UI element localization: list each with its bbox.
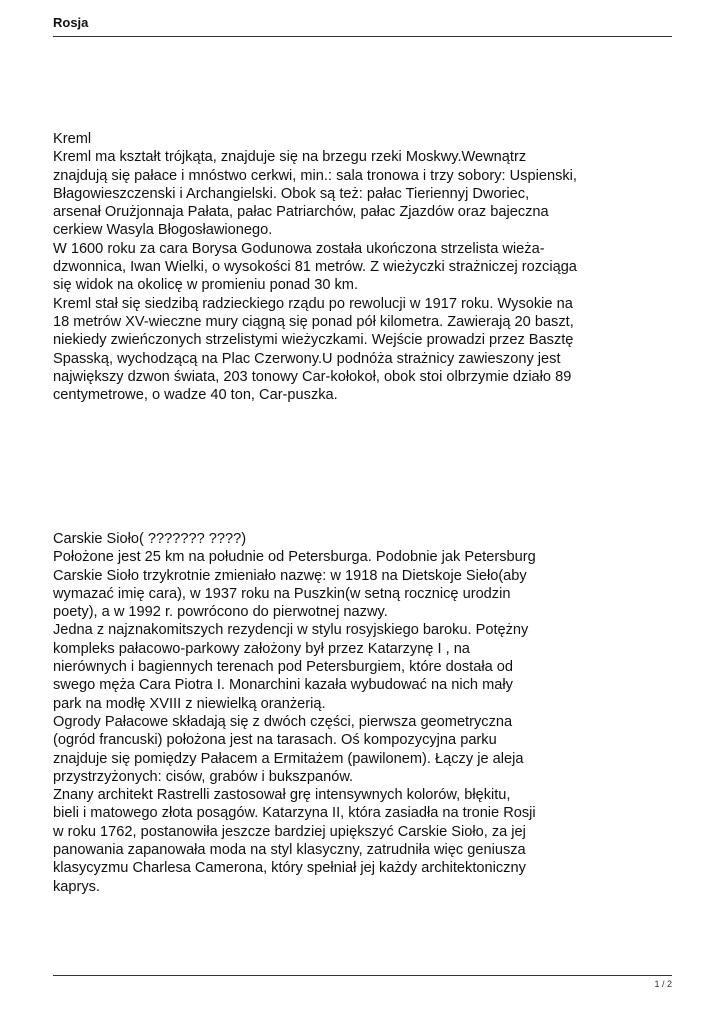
text-line: Błagowieszczenski i Archangielski. Obok są też: pałac Tieriennyj Dworiec,: [53, 185, 530, 202]
text-line: cerkiew Wasyla Błogosławionego.: [53, 222, 273, 239]
text-line: nierównych i bagiennych terenach pod Petersburgiem, które dostała od: [53, 659, 513, 676]
text-line: 18 metrów XV-wieczne mury ciągną się ponad pół kilometra. Zawierają 20 baszt,: [53, 313, 574, 330]
text-line: W 1600 roku za cara Borysa Godunowa została ukończona strzelista wieża-: [53, 240, 545, 257]
text-line: (ogród francuski) położona jest na tarasach. Oś kompozycyjna parku: [53, 732, 497, 749]
text-line: poety), a w 1992 r. powrócono do pierwotnej nazwy.: [53, 604, 388, 621]
text-line: arsenał Orużjonnaja Pałata, pałac Patriarchów, pałac Zjazdów oraz bajeczna: [53, 204, 549, 221]
section-kreml: [53, 130, 653, 404]
text-line: Jedna z najznakomitszych rezydencji w stylu rosyjskiego baroku. Potężny: [53, 622, 529, 639]
text-line: kaprys.: [53, 878, 101, 895]
text-line: Kreml ma kształt trójkąta, znajduje się na brzegu rzeki Moskwy.Wewnątrz: [53, 149, 527, 166]
text-line: Znany architekt Rastrelli zastosował grę intensywnych kolorów, błękitu,: [53, 787, 511, 804]
header-divider: [53, 36, 672, 37]
text-line: dzwonnica, Iwan Wielki, o wysokości 81 metrów. Z wieżyczki strażniczej rozciąga: [53, 259, 577, 276]
section-heading: Carskie Sioło( ??????? ????): [53, 531, 247, 547]
footer-divider: [53, 975, 672, 976]
text-line: niekiedy zwieńczonych strzelistymi wieżyczkami. Wejście prowadzi przez Basztę: [53, 332, 574, 349]
page-number: 1 / 2: [654, 979, 672, 989]
text-line: przystrzyżonych: cisów, grabów i bukszpanów.: [53, 768, 354, 785]
text-line: kompleks pałacowo-parkowy założony był przez Katarzynę I , na: [53, 640, 470, 657]
text-line: się widok na okolicę w promieniu ponad 30 km.: [53, 277, 359, 294]
text-line: panowania zapanowała moda na styl klasyczny, zatrudniła więc geniusza: [53, 842, 526, 859]
text-line: w roku 1762, postanowiła jeszcze bardziej upiększyć Carskie Sioło, za jej: [53, 823, 526, 840]
text-line: klasycyzmu Charlesa Camerona, który spełniał jej każdy architektoniczny: [53, 860, 526, 877]
text-line: znajduje się pomiędzy Pałacem a Ermitażem (pawilonem). Łączy je aleja: [53, 750, 524, 767]
text-line: Spasską, wychodzącą na Plac Czerwony.U podnóża strażnicy zawieszony jest: [53, 350, 561, 367]
text-line: Kreml stał się siedzibą radzieckiego rządu po rewolucji w 1917 roku. Wysokie na: [53, 295, 573, 312]
text-line: Carskie Sioło trzykrotnie zmieniało nazwę: w 1918 na Dietskoje Sieło(aby: [53, 567, 527, 584]
text-line: znajdują się pałace i mnóstwo cerkwi, min.: sala tronowa i trzy sobory: Uspienski,: [53, 167, 577, 184]
text-line: park na modłę XVIII z niewielką oranżerią.: [53, 695, 326, 712]
text-line: Położone jest 25 km na południe od Petersburga. Podobnie jak Petersburg: [53, 549, 536, 566]
page-header-title: Rosja: [53, 15, 89, 30]
text-line: bieli i matowego złota posągów. Katarzyna II, która zasiadła na tronie Rosji: [53, 805, 536, 822]
text-line: swego męża Cara Piotra I. Monarchini kazała wybudować na nich mały: [53, 677, 513, 694]
text-line: Ogrody Pałacowe składają się z dwóch części, pierwsza geometryczna: [53, 713, 513, 730]
text-line: największy dzwon świata, 203 tonowy Car-kołokoł, obok stoi olbrzymie działo 89: [53, 368, 572, 385]
text-line: centymetrowe, o wadze 40 ton, Car-puszka.: [53, 387, 338, 404]
section-carskie-sioło: [53, 530, 653, 896]
text-line: wymazać imię cara), w 1937 roku na Puszkin(w setną rocznicę urodzin: [53, 585, 511, 602]
section-heading: Kreml: [53, 131, 92, 147]
